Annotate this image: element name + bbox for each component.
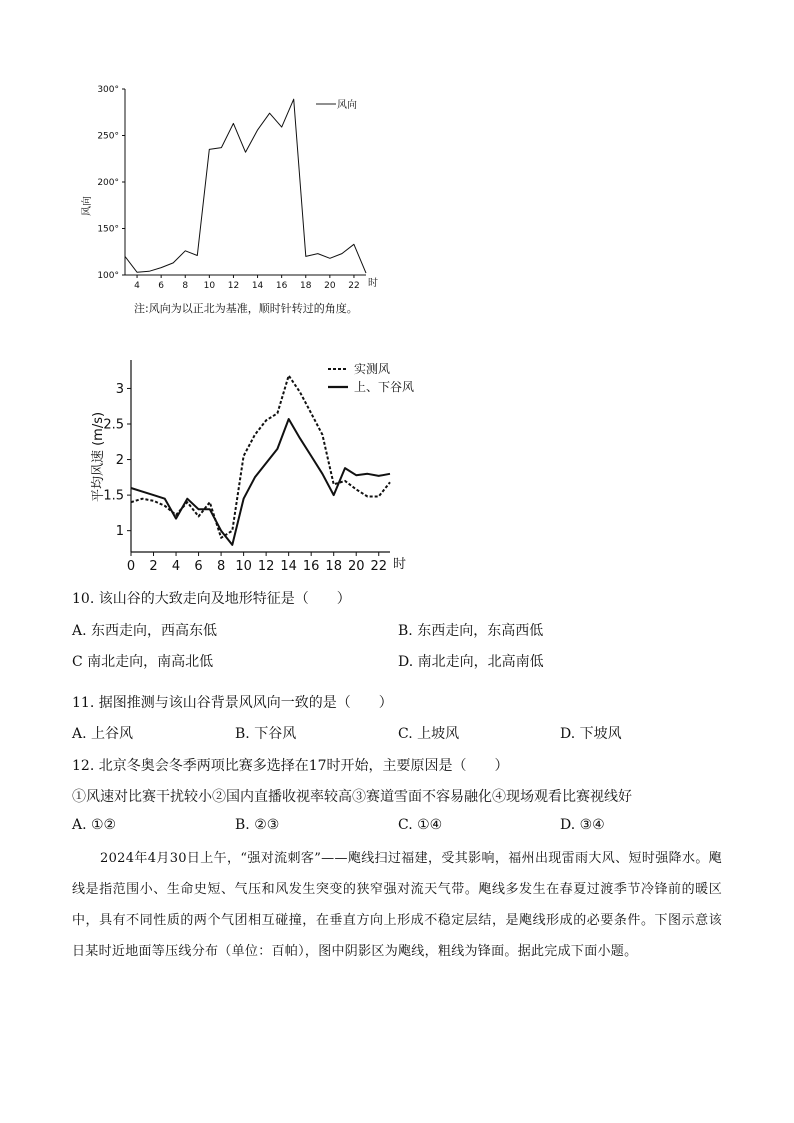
wind-speed-legend-label-measured: 实测风 (354, 362, 391, 376)
y-tick-label: 250° (97, 131, 119, 142)
wind-speed-axes (131, 360, 390, 552)
q11-stem: 11. 据图推测与该山谷背景风风向一致的是（ ） (72, 695, 393, 711)
x-tick-label: 16 (302, 559, 320, 574)
series-line-solid (125, 99, 366, 273)
q12-items: ①风速对比赛干扰较小②国内直播收视率较高③赛道雪面不容易融化④现场观看比赛视线好 (72, 789, 632, 805)
q11-option-b[interactable]: B. 下谷风 (235, 726, 297, 742)
y-tick-label: 1 (115, 524, 124, 540)
wind-speed-series (131, 376, 390, 545)
x-tick-label: 22 (370, 559, 388, 574)
wind-direction-ylabel: 风向 (82, 196, 93, 216)
y-tick-label: 150° (97, 224, 119, 235)
x-tick-label: 18 (325, 559, 342, 574)
wind-speed-ylabel: 平均风速 (m/s) (91, 411, 106, 503)
q11-option-d[interactable]: D. 下坡风 (560, 726, 622, 742)
y-tick-label: 1.5 (103, 488, 124, 504)
y-tick-label: 300° (97, 85, 119, 96)
series-line-dashed (131, 376, 390, 538)
x-tick-label: 8 (182, 281, 189, 291)
x-tick-label: 6 (158, 281, 165, 291)
y-tick-label: 3 (115, 381, 124, 397)
x-tick-label: 14 (251, 281, 264, 291)
x-tick-label: 4 (171, 559, 181, 574)
q12-stem: 12. 北京冬奥会冬季两项比赛多选择在17时开始，主要原因是（ ） (72, 758, 509, 774)
q10-stem: 10. 该山谷的大致走向及地形特征是（ ） (72, 591, 351, 607)
wind-direction-axes (125, 89, 366, 275)
wind-direction-chart (70, 80, 390, 325)
x-tick-label: 18 (300, 281, 312, 291)
wind-speed-ticks (103, 382, 387, 574)
wind-speed-chart (82, 352, 432, 577)
x-tick-label: 20 (347, 559, 365, 574)
wind-direction-series (125, 99, 366, 273)
wind-speed-xunit: 时 (393, 557, 407, 572)
q12-option-c[interactable]: C. ①④ (398, 817, 443, 833)
wind-speed-legend-label-valley: 上、下谷风 (354, 380, 415, 394)
passage-paragraph: 2024年4月30日上午，“强对流刺客”——飑线扫过福建，受其影响，福州出现雷雨大风、短时强降水。飑线是指范围小、生命史短、气压和风发生突变的狭窄强对流天气带。飑线多发生在春夏过渡季节冷锋前的暖区中，具有不同性质的两个气团相互碰撞，在垂直方向上形成不稳定层结，是飑线形成的必要条件。下图示意该日某时近地面等压线分布（单位：百帕），图中阴影区为飑线，粗线为锋面。据此完成下面小题。 (72, 851, 722, 959)
x-tick-label: 6 (194, 559, 203, 574)
x-tick-label: 20 (324, 281, 336, 291)
x-tick-label: 16 (275, 281, 288, 291)
wind-direction-legend-label: 风向 (337, 100, 357, 111)
q11-option-c[interactable]: C. 上坡风 (398, 726, 460, 742)
q10-option-b[interactable]: B. 东西走向，东高西低 (398, 623, 544, 639)
x-tick-label: 12 (227, 281, 240, 291)
x-tick-label: 10 (203, 281, 216, 291)
x-tick-label: 12 (257, 559, 275, 574)
y-tick-label: 200° (97, 178, 119, 189)
q11-option-a[interactable]: A. 上谷风 (72, 726, 134, 742)
q10-option-a[interactable]: A. 东西走向，西高东低 (72, 623, 218, 639)
wind-direction-note: 注:风向为以正北为基准，顺时针转过的角度。 (134, 302, 358, 315)
q12-option-b[interactable]: B. ②③ (235, 817, 280, 833)
series-line-solid (131, 419, 390, 545)
q10-option-c[interactable]: C 南北走向，南高北低 (72, 654, 214, 670)
q12-option-d[interactable]: D. ③④ (560, 817, 605, 833)
x-tick-label: 10 (235, 559, 252, 574)
wind-direction-xunit: 时 (368, 278, 378, 289)
wind-direction-ticks (97, 85, 359, 291)
x-tick-label: 22 (348, 281, 360, 291)
x-tick-label: 0 (126, 559, 136, 574)
y-tick-label: 100° (97, 271, 119, 282)
x-tick-label: 4 (134, 281, 140, 291)
y-tick-label: 2.5 (103, 417, 124, 433)
q12-option-a[interactable]: A. ①② (72, 817, 117, 833)
x-tick-label: 2 (149, 559, 158, 574)
x-tick-label: 14 (280, 559, 297, 574)
x-tick-label: 8 (216, 559, 226, 574)
q10-option-d[interactable]: D. 南北走向，北高南低 (398, 654, 544, 670)
y-tick-label: 2 (115, 453, 124, 469)
